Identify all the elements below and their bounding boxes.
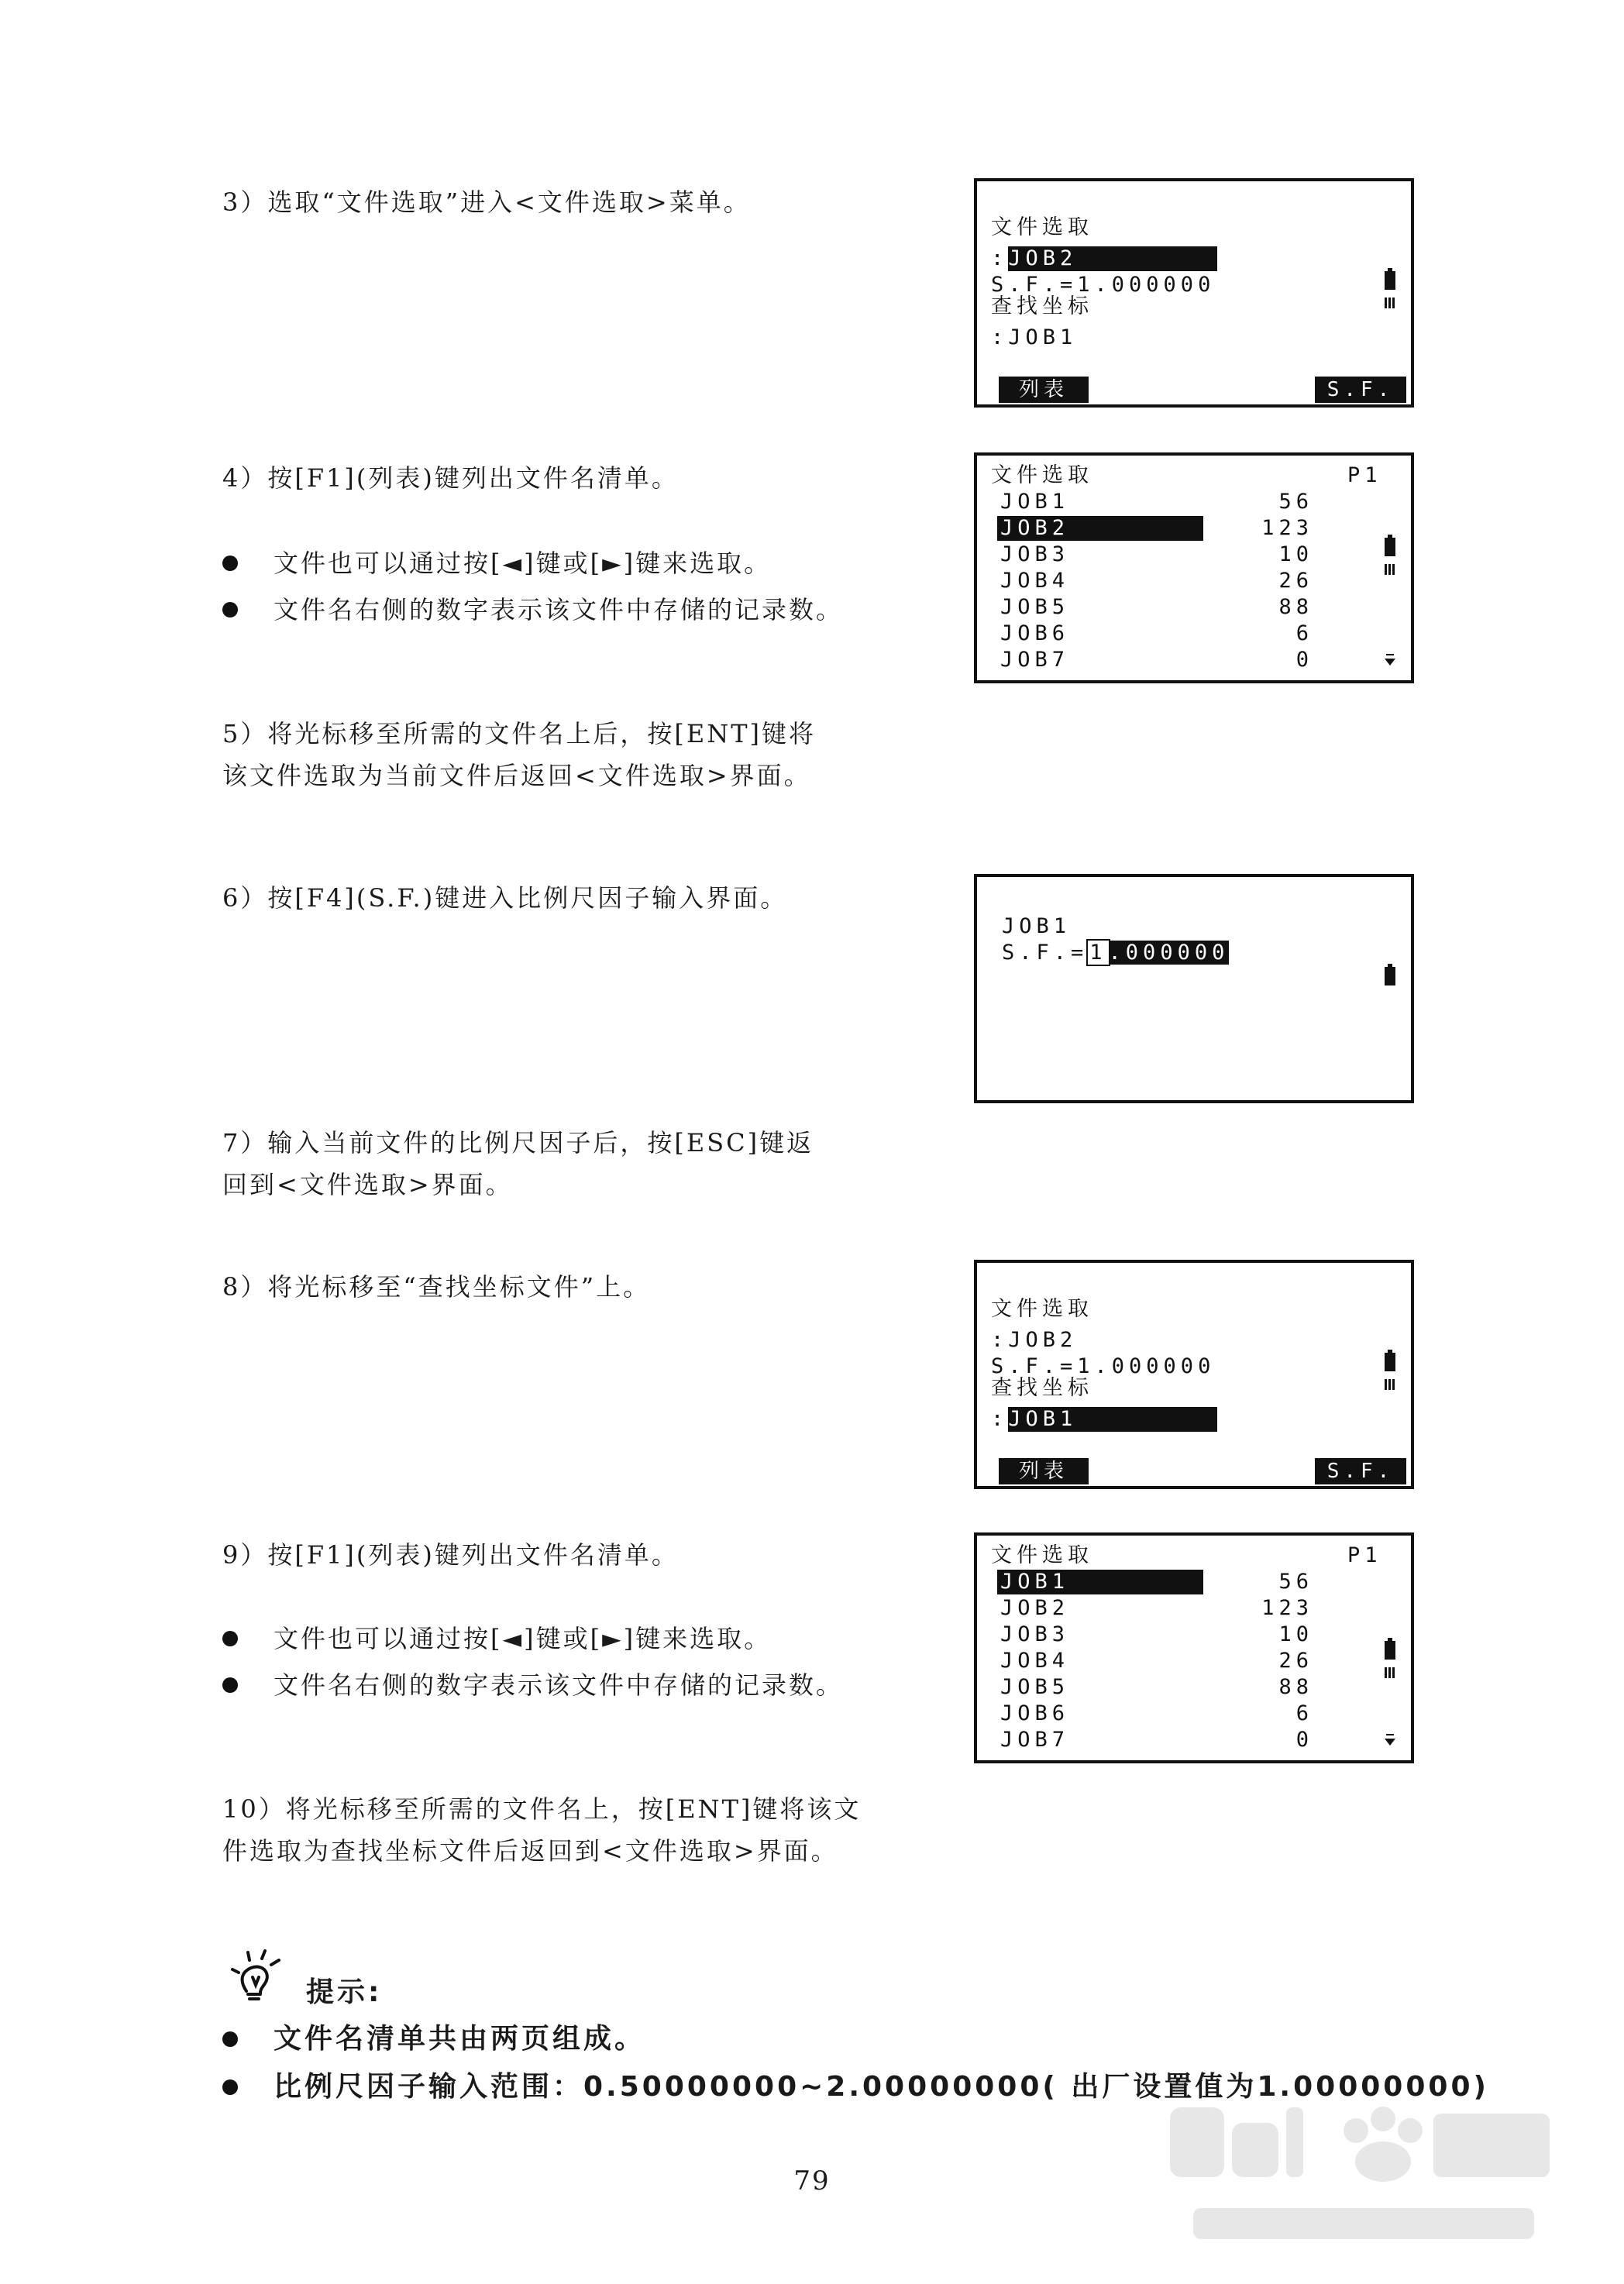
lightbulb-icon: [225, 1946, 287, 2002]
file-count: 88: [1278, 595, 1313, 619]
sf-softkey[interactable]: S.F.: [1315, 377, 1406, 403]
search-coord-label: 查找坐标: [991, 1376, 1093, 1400]
file-row[interactable]: JOB3: [1000, 542, 1070, 566]
file-row[interactable]: JOB3: [1000, 1622, 1070, 1646]
lcd-file-list-screen-2: [974, 1532, 1414, 1763]
file-count: 123: [1261, 1596, 1313, 1620]
sf-value-line: S.F.=1.000000: [991, 1354, 1216, 1378]
step-7-line-2: 回到<文件选取>界面。: [222, 1170, 513, 1199]
file-row[interactable]: JOB4: [1000, 1649, 1070, 1673]
sf-value-line: S.F.=1.000000: [991, 273, 1216, 297]
scroll-down-icon[interactable]: [1385, 659, 1395, 666]
watermark-logo: [1162, 2092, 1565, 2262]
search-job-row[interactable]: :JOB1: [991, 1407, 1217, 1432]
file-row[interactable]: JOB5: [1000, 595, 1070, 619]
page-indicator: P1: [1347, 463, 1382, 487]
list-title: 文件选取: [991, 1543, 1093, 1567]
signal-icon: [1385, 1667, 1395, 1678]
step-5-line-1: 5）将光标移至所需的文件名上后，按[ENT]键将: [222, 719, 817, 748]
file-row-selected[interactable]: JOB2: [997, 516, 1203, 541]
search-coord-label: 查找坐标: [991, 294, 1093, 318]
file-count: 26: [1278, 1649, 1313, 1673]
lcd-file-select-screen-1: [974, 178, 1414, 408]
screen-title: 文件选取: [991, 1297, 1093, 1321]
scroll-down-icon[interactable]: [1385, 1739, 1395, 1746]
list-softkey[interactable]: 列表: [999, 377, 1089, 403]
screen-title: 文件选取: [991, 215, 1093, 239]
step-9: 9）按[F1](列表)键列出文件名清单。: [222, 1540, 679, 1570]
search-job-row[interactable]: :JOB1: [991, 325, 1078, 349]
file-count: 6: [1295, 621, 1313, 645]
battery-icon: [1385, 1353, 1395, 1371]
file-count: 123: [1261, 516, 1313, 540]
list-softkey[interactable]: 列表: [999, 1458, 1089, 1484]
file-row[interactable]: JOB6: [1000, 621, 1070, 645]
step-3: 3）选取“文件选取”进入<文件选取>菜单。: [222, 187, 751, 217]
lcd-file-select-screen-2: [974, 1260, 1414, 1489]
file-count: 0: [1295, 1728, 1313, 1752]
battery-icon: [1385, 1641, 1395, 1660]
step-6: 6）按[F4](S.F.)键进入比例尺因子输入界面。: [222, 883, 788, 913]
file-count: 88: [1278, 1675, 1313, 1699]
file-row[interactable]: JOB5: [1000, 1675, 1070, 1699]
signal-icon: [1385, 564, 1395, 575]
file-row[interactable]: JOB2: [1000, 1596, 1070, 1620]
file-row[interactable]: JOB4: [1000, 569, 1070, 593]
battery-icon: [1385, 271, 1395, 290]
lcd-file-list-screen-1: [974, 452, 1414, 683]
page-number: 79: [793, 2165, 831, 2196]
signal-icon: [1385, 1379, 1395, 1390]
file-count: 10: [1278, 542, 1313, 566]
file-row-selected[interactable]: JOB1: [997, 1570, 1203, 1594]
list-title: 文件选取: [991, 463, 1093, 487]
step-5-line-2: 该文件选取为当前文件后返回<文件选取>界面。: [222, 761, 811, 790]
file-row[interactable]: JOB6: [1000, 1701, 1070, 1725]
step-10-line-1: 10）将光标移至所需的文件名上，按[ENT]键将该文: [222, 1794, 862, 1824]
file-count: 56: [1278, 1570, 1313, 1594]
file-row[interactable]: JOB7: [1000, 1728, 1070, 1752]
sf-softkey[interactable]: S.F.: [1315, 1458, 1406, 1484]
signal-icon: [1385, 298, 1395, 308]
input-cursor: 1: [1089, 941, 1107, 965]
sf-input-row[interactable]: S.F.=1.000000: [1002, 941, 1230, 965]
file-count: 56: [1278, 490, 1313, 514]
step-4: 4）按[F1](列表)键列出文件名清单。: [222, 463, 679, 493]
battery-icon: [1385, 967, 1395, 985]
page-indicator: P1: [1347, 1543, 1382, 1567]
file-count: 0: [1295, 648, 1313, 672]
file-row[interactable]: JOB1: [1000, 490, 1070, 514]
sf-job-name: JOB1: [1002, 914, 1072, 938]
battery-icon: [1385, 538, 1395, 556]
step-7-line-1: 7）输入当前文件的比例尺因子后，按[ESC]键返: [222, 1128, 814, 1157]
tip-title: 提示:: [306, 1976, 383, 2008]
lcd-scale-factor-screen: [974, 874, 1414, 1103]
current-job-row[interactable]: :JOB2: [991, 246, 1217, 271]
file-row[interactable]: JOB7: [1000, 648, 1070, 672]
file-count: 10: [1278, 1622, 1313, 1646]
current-job-row[interactable]: :JOB2: [991, 1328, 1078, 1352]
file-count: 6: [1295, 1701, 1313, 1725]
file-count: 26: [1278, 569, 1313, 593]
step-8: 8）将光标移至“查找坐标文件”上。: [222, 1272, 651, 1302]
step-10-line-2: 件选取为查找坐标文件后返回到<文件选取>界面。: [222, 1836, 838, 1866]
